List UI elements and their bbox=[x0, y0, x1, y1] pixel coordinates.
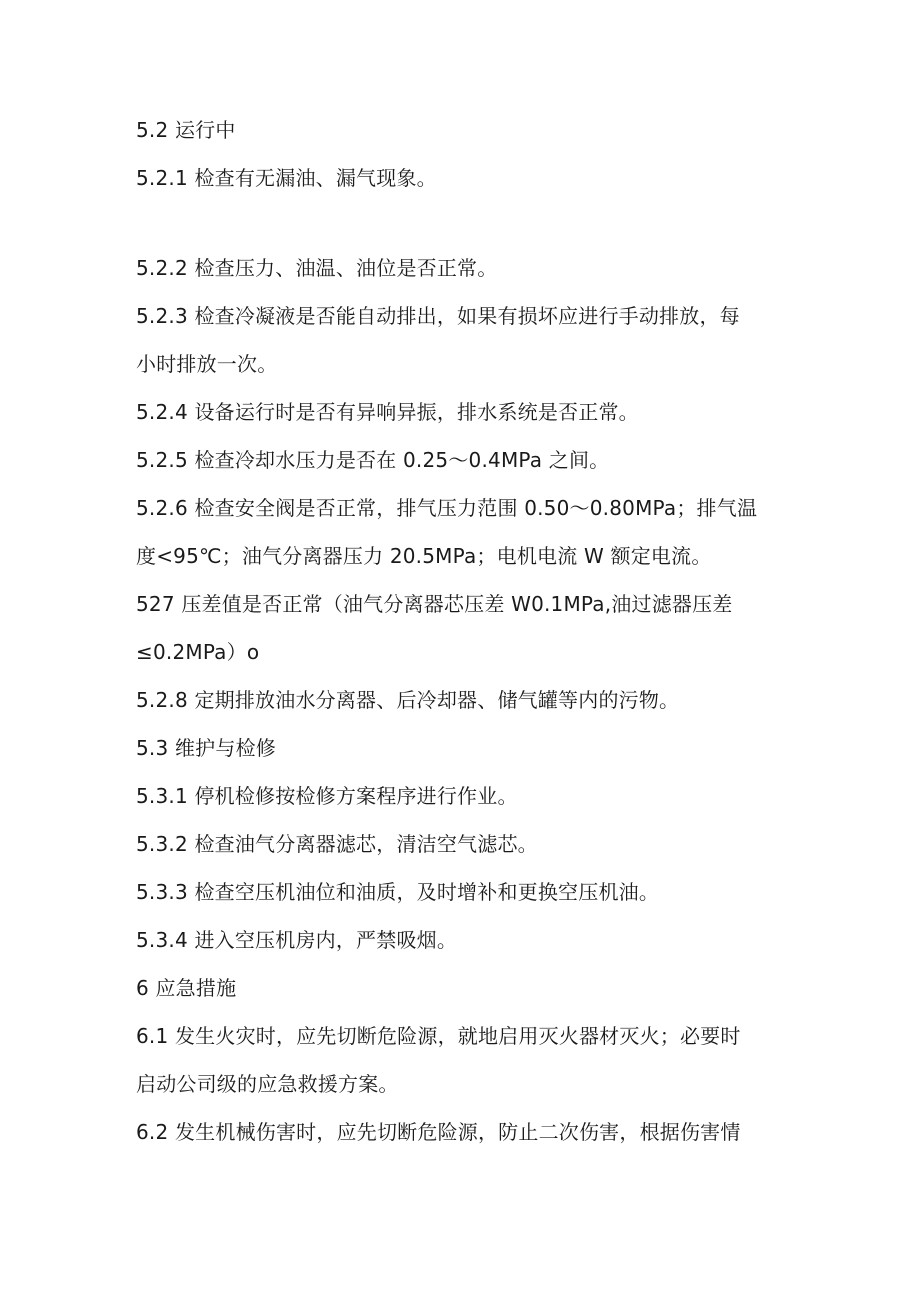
item-5-2-7-continued: ≤0.2MPa）o bbox=[136, 640, 260, 664]
item-5-3-3: 5.3.3 检查空压机油位和油质，及时增补和更换空压机油。 bbox=[136, 880, 660, 904]
item-5-2-1: 5.2.1 检查有无漏油、漏气现象。 bbox=[136, 166, 437, 190]
item-6-1: 6.1 发生火灾时，应先切断危险源，就地启用灭火器材灭火；必要时 bbox=[136, 1024, 741, 1048]
document-body bbox=[136, 106, 786, 1156]
item-5-2-6-continued: 度<95℃；油气分离器压力 20.5MPa；电机电流 W 额定电流。 bbox=[136, 544, 712, 568]
blank-gap bbox=[136, 202, 786, 244]
section-heading-5-3: 5.3 维护与检修 bbox=[136, 736, 276, 760]
item-5-3-4: 5.3.4 进入空压机房内，严禁吸烟。 bbox=[136, 928, 458, 952]
item-5-3-1: 5.3.1 停机检修按检修方案程序进行作业。 bbox=[136, 784, 518, 808]
item-5-2-7: 527 压差值是否正常（油气分离器芯压差 W0.1MPa,油过滤器压差 bbox=[136, 592, 733, 616]
item-6-1-continued: 启动公司级的应急救援方案。 bbox=[136, 1072, 399, 1096]
item-6-2: 6.2 发生机械伤害时，应先切断危险源，防止二次伤害，根据伤害情 bbox=[136, 1120, 741, 1144]
item-5-3-2: 5.3.2 检查油气分离器滤芯，清洁空气滤芯。 bbox=[136, 832, 538, 856]
section-heading-5-2: 5.2 运行中 bbox=[136, 118, 236, 142]
item-5-2-8: 5.2.8 定期排放油水分离器、后冷却器、储气罐等内的污物。 bbox=[136, 688, 680, 712]
item-5-2-6: 5.2.6 检查安全阀是否正常，排气压力范围 0.50～0.80MPa；排气温 bbox=[136, 496, 758, 520]
item-5-2-3-continued: 小时排放一次。 bbox=[136, 352, 278, 376]
section-heading-6: 6 应急措施 bbox=[136, 976, 237, 1000]
item-5-2-5: 5.2.5 检查冷却水压力是否在 0.25～0.4MPa 之间。 bbox=[136, 448, 610, 472]
item-5-2-3: 5.2.3 检查冷凝液是否能自动排出，如果有损坏应进行手动排放，每 bbox=[136, 304, 740, 328]
item-5-2-4: 5.2.4 设备运行时是否有异响异振，排水系统是否正常。 bbox=[136, 400, 639, 424]
item-5-2-2: 5.2.2 检查压力、油温、油位是否正常。 bbox=[136, 256, 498, 280]
